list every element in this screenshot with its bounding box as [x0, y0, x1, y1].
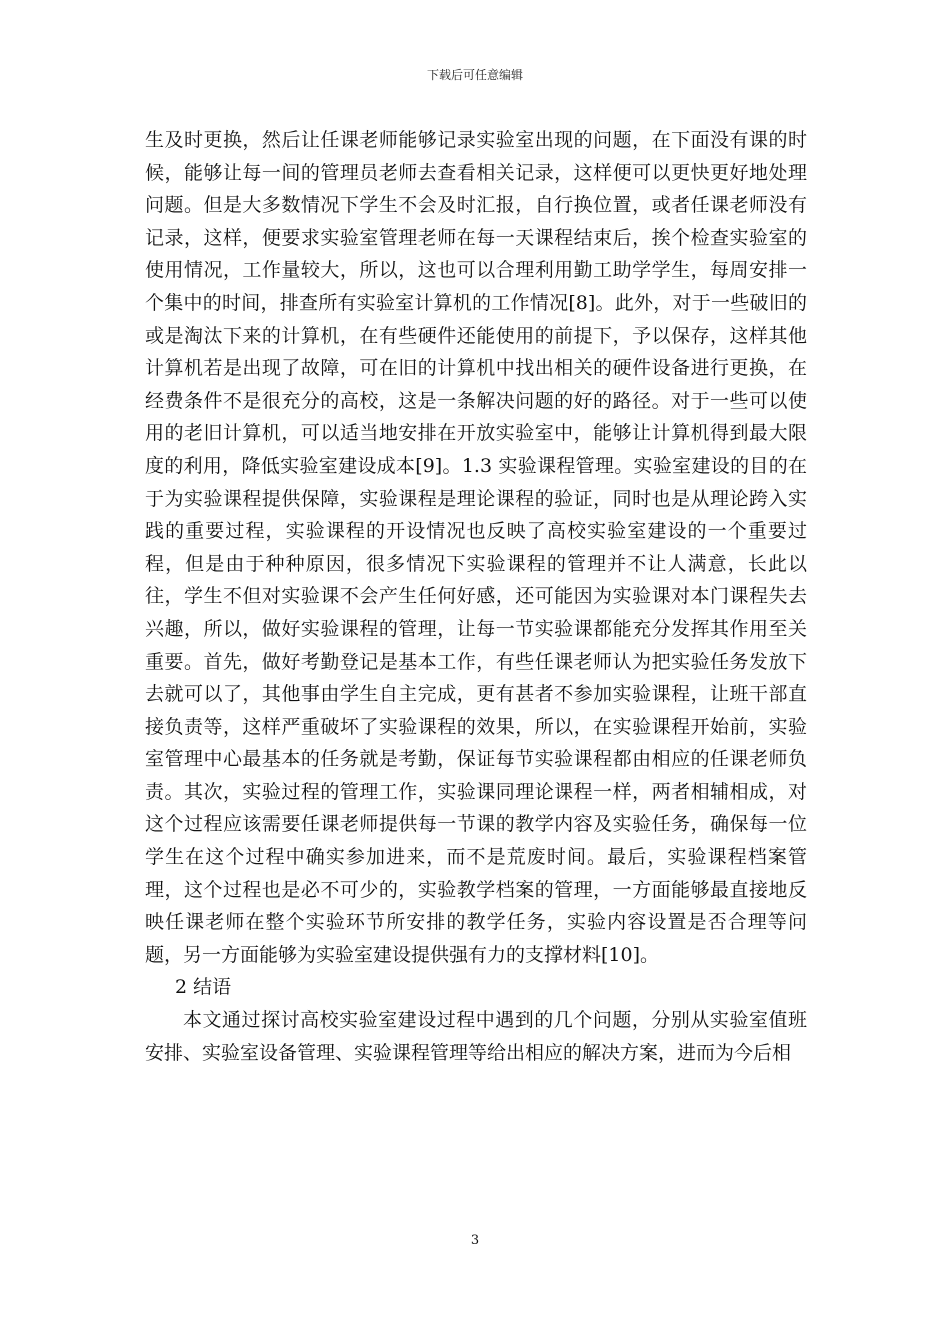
- body-paragraph: 本文通过探讨高校实验室建设过程中遇到的几个问题，分别从实验室值班安排、实验室设备管理、实验课程管理等给出相应的解决方案，进而为今后相: [145, 1009, 807, 1064]
- page-number: 3: [470, 1233, 480, 1248]
- page-header: 下载后可任意编辑: [426, 68, 523, 82]
- section-heading-conclusion: 2 结语: [175, 976, 232, 999]
- document-body: [145, 124, 807, 1069]
- body-paragraph: 生及时更换，然后让任课老师能够记录实验室出现的问题，在下面没有课的时候，能够让每一间的管理员老师去查看相关记录，这样便可以更快更好地处理问题。但是大多数情况下学生不会及时汇报，自行换位置，或者任课老师没有记录，这样，便要求实验室管理老师在每一天课程结束后，挨个检查实验室的使用情况，工作量较大，所以，这也可以合理利用勤工助学学生，每周安排一个集中的时间，排查所有实验室计算机的工作情况[8]。此外，对于一些破旧的或是淘汰下来的计算机，在有些硬件还能使用的前提下，予以保存，这样其他计算机若是出现了故障，可在旧的计算机中找出相关的硬件设备进行更换，在经费条件不是很充分的高校，这是一条解决问题的好的路径。对于一些可以使用的老旧计算机，可以适当地安排在开放实验室中，能够让计算机得到最大限度的利用，降低实验室建设成本[9]。1.3 实验课程管理。实验室建设的目的在于为实验课程提供保障，实验课程是理论课程的验证，同时也是从理论跨入实践的重要过程，实验课程的开设情况也反映了高校实验室建设的一个重要过程，但是由于种种原因，很多情况下实验课程的管理并不让人满意，长此以往，学生不但对实验课不会产生任何好感，还可能因为实验课对本门课程失去兴趣，所以，做好实验课程的管理，让每一节实验课都能充分发挥其作用至关重要。首先，做好考勤登记是基本工作，有些任课老师认为把实验任务发放下去就可以了，其他事由学生自主完成，更有甚者不参加实验课程，让班干部直接负责等，这样严重破坏了实验课程的效果，所以，在实验课程开始前，实验室管理中心最基本的任务就是考勤，保证每节实验课程都由相应的任课老师负责。其次，实验过程的管理工作，实验课同理论课程一样，两者相辅相成，对这个过程应该需要任课老师提供每一节课的教学内容及实验任务，确保每一位学生在这个过程中确实参加进来，而不是荒废时间。最后，实验课程档案管理，这个过程也是必不可少的，实验教学档案的管理，一方面能够最直接地反映任课老师在整个实验环节所安排的教学任务，实验内容设置是否合理等问题，另一方面能够为实验室建设提供强有力的支撑材料[10]。: [145, 129, 807, 966]
